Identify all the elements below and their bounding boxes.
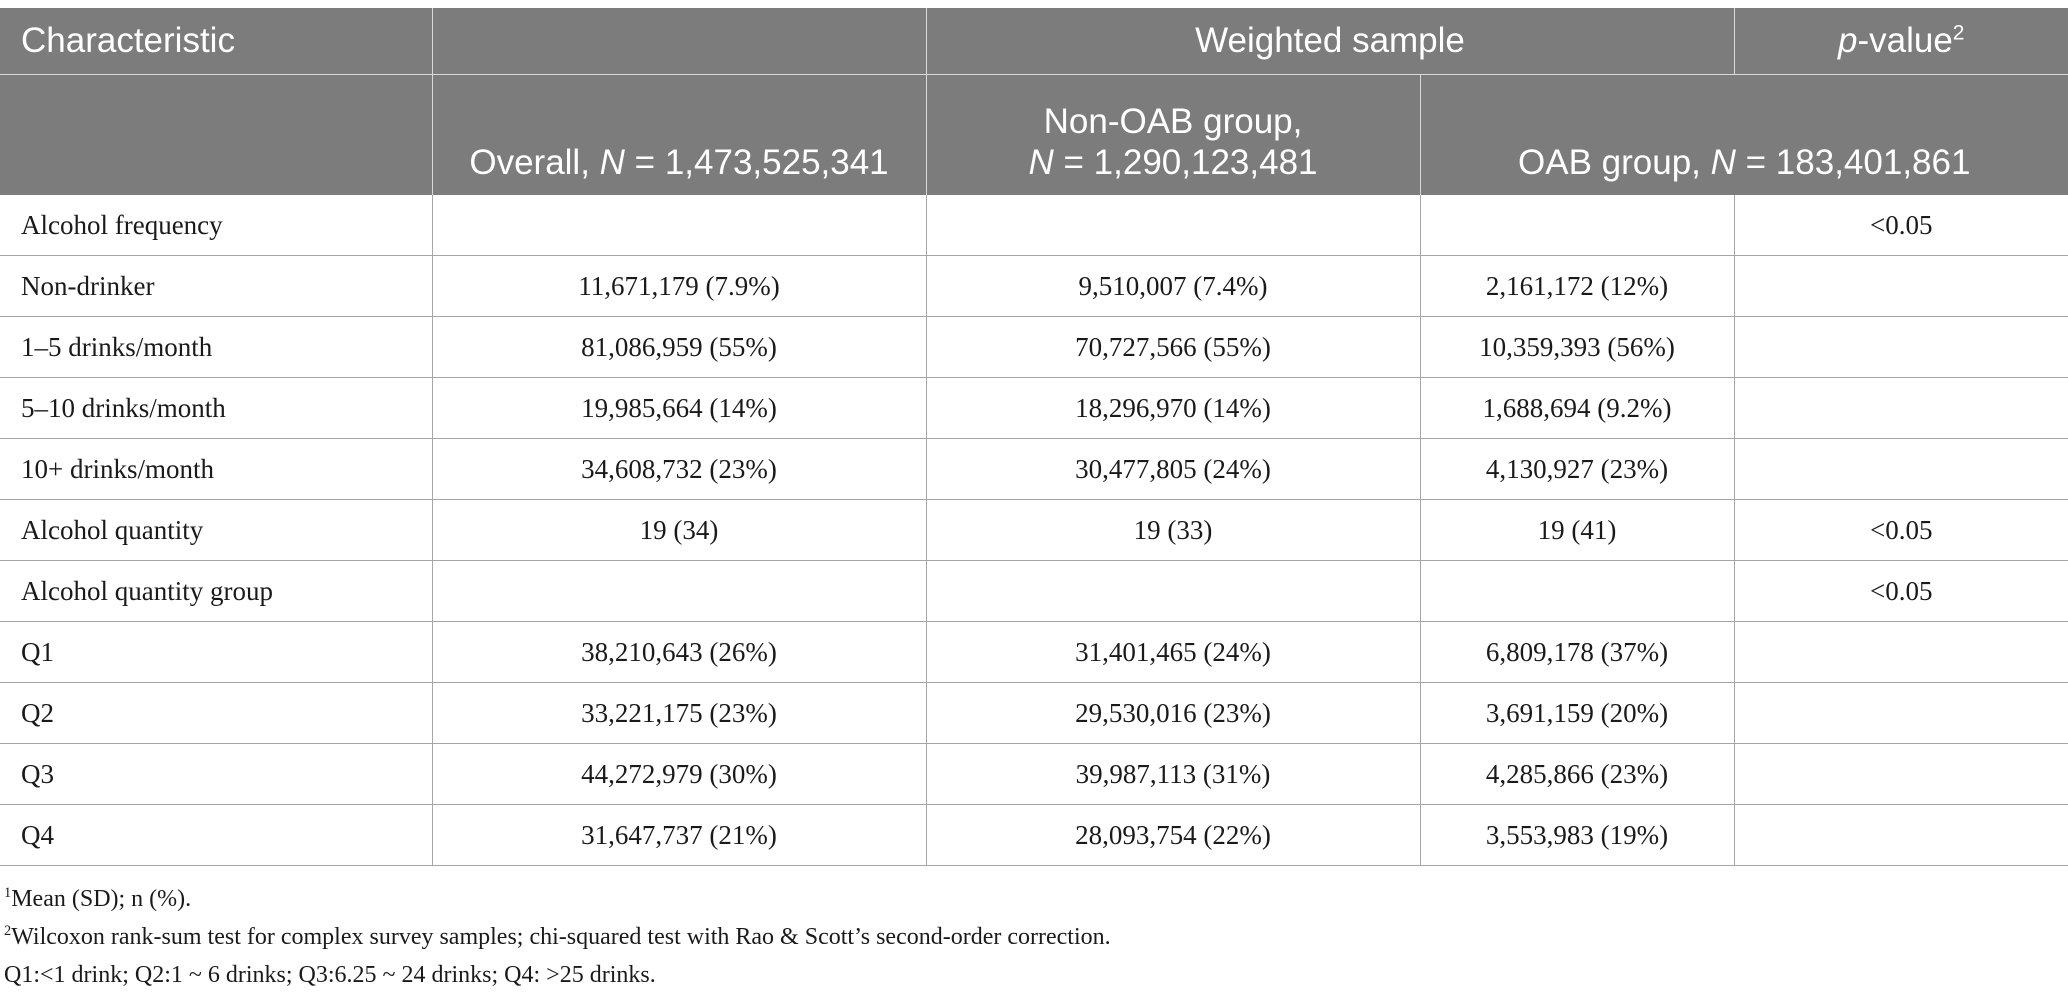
cell-oab: 4,130,927 (23%) <box>1420 439 1734 500</box>
cell-overall: 38,210,643 (26%) <box>432 622 926 683</box>
table-row <box>0 805 2068 866</box>
header-overall: Overall, N = 1,473,525,341 <box>432 75 926 196</box>
cell-oab: 4,285,866 (23%) <box>1420 744 1734 805</box>
cell-oab: 2,161,172 (12%) <box>1420 256 1734 317</box>
header-non-oab-group: Non-OAB group, N = 1,290,123,481 <box>926 75 1420 196</box>
row-label: 10+ drinks/month <box>0 439 432 500</box>
table-row <box>0 439 2068 500</box>
row-label: Alcohol frequency <box>0 195 432 256</box>
table-figure <box>0 8 2068 994</box>
row-label: Alcohol quantity group <box>0 561 432 622</box>
footnote-1: $^1$Mean (SD); n (%). <box>4 885 192 912</box>
table-row <box>0 195 2068 256</box>
cell-non-oab: 39,987,113 (31%) <box>926 744 1420 805</box>
footnote-3: Q1:<1 drink; Q2:1 ~ 6 drinks; Q3:6.25 ~ 24 drinks; Q4: >25 drinks. <box>4 962 656 988</box>
cell-overall: 19 (34) <box>432 500 926 561</box>
cell-non-oab <box>926 195 1420 256</box>
cell-non-oab <box>926 561 1420 622</box>
header-weighted-sample: Weighted sample <box>926 8 1734 75</box>
cell-non-oab: 18,296,970 (14%) <box>926 378 1420 439</box>
table-row <box>0 317 2068 378</box>
data-table <box>0 8 2068 866</box>
cell-pvalue <box>1734 439 2068 500</box>
cell-pvalue <box>1734 256 2068 317</box>
table-row <box>0 683 2068 744</box>
table-row <box>0 256 2068 317</box>
header-row-1 <box>0 8 2068 75</box>
cell-non-oab: 28,093,754 (22%) <box>926 805 1420 866</box>
cell-pvalue: <0.05 <box>1734 195 2068 256</box>
row-label: Alcohol quantity <box>0 500 432 561</box>
cell-oab: 3,553,983 (19%) <box>1420 805 1734 866</box>
cell-pvalue: <0.05 <box>1734 561 2068 622</box>
cell-overall <box>432 561 926 622</box>
header-blank <box>432 8 926 75</box>
cell-pvalue <box>1734 378 2068 439</box>
header-pvalue: p-value$^2$ <box>1734 8 2068 75</box>
cell-non-oab: 29,530,016 (23%) <box>926 683 1420 744</box>
row-label: Q2 <box>0 683 432 744</box>
row-label: 1–5 drinks/month <box>0 317 432 378</box>
cell-non-oab: 31,401,465 (24%) <box>926 622 1420 683</box>
cell-oab: 3,691,159 (20%) <box>1420 683 1734 744</box>
cell-overall: 33,221,175 (23%) <box>432 683 926 744</box>
cell-non-oab: 19 (33) <box>926 500 1420 561</box>
cell-oab <box>1420 561 1734 622</box>
header-row-2 <box>0 75 2068 196</box>
cell-overall <box>432 195 926 256</box>
row-label: 5–10 drinks/month <box>0 378 432 439</box>
header-oab-group: OAB group, N = 183,401,861 <box>1420 75 2068 196</box>
cell-oab: 10,359,393 (56%) <box>1420 317 1734 378</box>
cell-non-oab: 30,477,805 (24%) <box>926 439 1420 500</box>
header-characteristic: Characteristic <box>0 8 432 75</box>
footnote-2: $^2$Wilcoxon rank-sum test for complex survey samples; chi-squared test with Rao & Scott’s second-order correction. <box>4 923 1111 950</box>
row-label: Q3 <box>0 744 432 805</box>
footnotes <box>0 880 2068 994</box>
cell-pvalue <box>1734 805 2068 866</box>
cell-oab: 19 (41) <box>1420 500 1734 561</box>
cell-overall: 31,647,737 (21%) <box>432 805 926 866</box>
table-row <box>0 378 2068 439</box>
cell-overall: 44,272,979 (30%) <box>432 744 926 805</box>
cell-pvalue <box>1734 317 2068 378</box>
cell-overall: 81,086,959 (55%) <box>432 317 926 378</box>
cell-overall: 19,985,664 (14%) <box>432 378 926 439</box>
cell-pvalue <box>1734 622 2068 683</box>
cell-overall: 34,608,732 (23%) <box>432 439 926 500</box>
row-label: Q1 <box>0 622 432 683</box>
cell-pvalue <box>1734 744 2068 805</box>
cell-overall: 11,671,179 (7.9%) <box>432 256 926 317</box>
cell-oab: 1,688,694 (9.2%) <box>1420 378 1734 439</box>
row-label: Non-drinker <box>0 256 432 317</box>
table-row <box>0 744 2068 805</box>
table-row <box>0 622 2068 683</box>
cell-oab: 6,809,178 (37%) <box>1420 622 1734 683</box>
cell-non-oab: 9,510,007 (7.4%) <box>926 256 1420 317</box>
cell-pvalue: <0.05 <box>1734 500 2068 561</box>
table-row <box>0 561 2068 622</box>
cell-non-oab: 70,727,566 (55%) <box>926 317 1420 378</box>
row-label: Q4 <box>0 805 432 866</box>
header-blank-characteristic <box>0 75 432 196</box>
cell-oab <box>1420 195 1734 256</box>
table-row <box>0 500 2068 561</box>
cell-pvalue <box>1734 683 2068 744</box>
